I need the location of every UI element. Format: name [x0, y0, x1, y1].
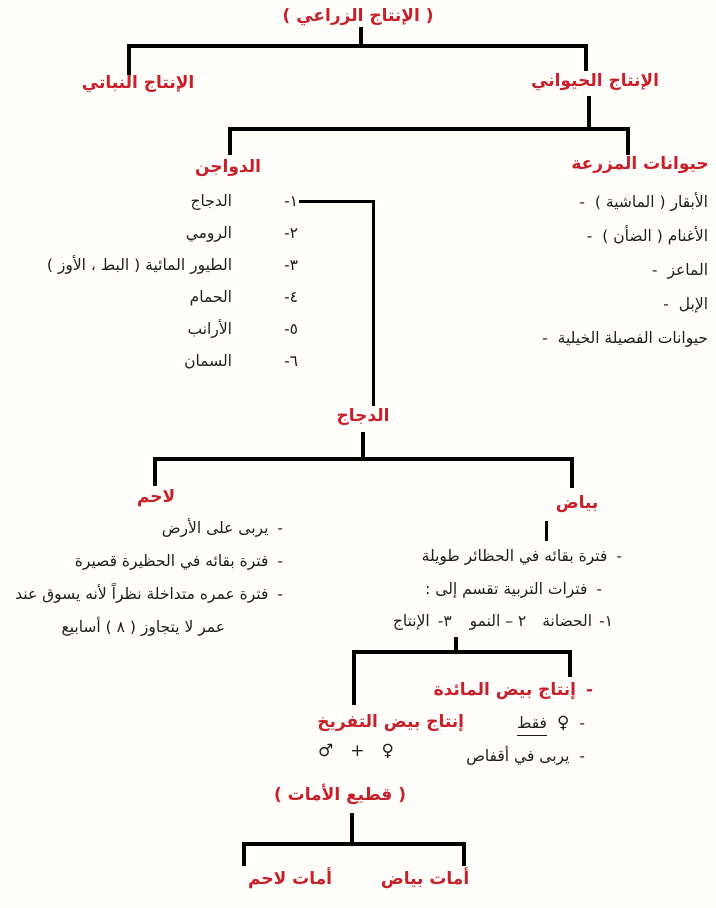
connector-layer-tick — [545, 521, 548, 541]
connector-mother-left-drop — [242, 842, 246, 866]
connector-chicken-bar — [153, 457, 574, 461]
poultry-item — [47, 287, 298, 308]
layer-header: بياض — [555, 493, 599, 513]
table-eggs-title-row — [434, 679, 593, 701]
farm-animal-item: - الأغنام ( الضأن ) — [586, 227, 708, 245]
dash-bullet: - — [596, 580, 602, 598]
dash-bullet: - — [651, 261, 658, 279]
dash-bullet: - — [663, 295, 669, 313]
table-eggs-title: إنتاج بيض المائدة — [433, 680, 576, 700]
connector-animal-bar — [228, 127, 630, 131]
poultry-item-number: ٤- — [284, 288, 298, 306]
only-label: فقط — [517, 713, 547, 736]
female-icon: ♀ — [381, 741, 394, 761]
broiler-bullet: - يربى على الأرض — [161, 519, 283, 537]
layer-bullet: - فترة بقائه في الحظائر طويلة — [421, 547, 622, 565]
connector-mother-bar — [242, 842, 466, 846]
connector-chicken-stem — [361, 432, 365, 458]
stage-3-label: الإنتاج — [392, 612, 430, 630]
connector-mother-stem — [350, 813, 354, 843]
dash-bullet: - — [586, 227, 593, 245]
farm-animal-item: - الإبل — [663, 295, 708, 313]
plant-production-label: الإنتاج النباتي — [81, 73, 195, 93]
farm-animals-header: حيوانات المزرعة — [571, 154, 709, 174]
layer-bullet: - فترات التربية تقسم إلى : — [425, 580, 602, 598]
broiler-bullet: - فترة بقائه في الحظيرة قصيرة — [74, 552, 283, 570]
broiler-bullet-continuation: عمر لا يتجاوز ( ٨ ) أسابيع — [61, 618, 225, 636]
connector-animal-right-drop — [626, 127, 630, 155]
poultry-item-name: السمان — [184, 352, 232, 370]
chicken-node: الدجاج — [336, 406, 390, 426]
dash-bullet: - — [542, 329, 548, 347]
connector-animal-stem — [587, 96, 591, 128]
connector-table-eggs-drop — [568, 650, 572, 677]
farm-animals-list — [542, 192, 708, 362]
poultry-item-number: ٦- — [284, 352, 298, 370]
poultry-list — [47, 191, 298, 383]
plus-sign: + — [350, 741, 365, 761]
connector-broiler-drop — [153, 457, 157, 486]
connector-layer-drop — [570, 457, 574, 488]
poultry-item-name: الرومي — [185, 224, 232, 242]
farm-animal-item: - حيوانات الفصيلة الخيلية — [542, 329, 708, 347]
animal-production-label: الإنتاج الحيواني — [531, 71, 659, 91]
table-eggs-bullet-female — [517, 713, 585, 736]
dash-bullet: - — [277, 519, 283, 537]
connector-mother-right-drop — [462, 842, 466, 866]
poultry-item-number: ٥- — [284, 320, 298, 338]
poultry-item-name: الحمام — [189, 288, 232, 306]
connector-animal-left-drop — [228, 127, 232, 155]
table-eggs-bullet-cages: - يربى في أقفاص — [466, 747, 585, 765]
dash-bullet: - — [579, 714, 585, 732]
poultry-item-number: ١- — [284, 192, 298, 210]
dash-bullet: - — [579, 193, 585, 211]
layer-bullets — [422, 546, 622, 612]
layer-mothers-label: أمات بياض — [380, 869, 470, 889]
connector-chicken-elbow-v — [372, 200, 375, 406]
dash-bullet: - — [579, 747, 585, 765]
broiler-bullets — [15, 518, 283, 638]
poultry-item — [47, 319, 298, 340]
farm-animal-item: - الأبقار ( الماشية ) — [579, 193, 708, 211]
connector-hatching-drop — [352, 650, 356, 705]
stage-3-number: ٣- — [437, 612, 452, 630]
rearing-stages-row — [393, 611, 613, 632]
hatching-eggs-symbols — [318, 741, 394, 762]
connector-top-bar — [127, 44, 588, 48]
poultry-item — [47, 255, 298, 276]
broiler-bullet: - فترة عمره متداخلة نظراً لأنه يسوق عند — [15, 585, 283, 603]
poultry-item — [47, 223, 298, 244]
poultry-header: الدواجن — [195, 157, 261, 177]
dash-bullet: - — [277, 585, 283, 603]
farm-animal-item: - الماعز — [651, 261, 708, 279]
poultry-item-number: ٢- — [284, 224, 298, 242]
poultry-item — [47, 191, 298, 212]
dash-bullet: - — [277, 552, 283, 570]
connector-top-left-drop — [127, 44, 131, 75]
poultry-item-number: ٣- — [284, 256, 298, 274]
poultry-item — [47, 351, 298, 372]
root-title: ( الإنتاج الزراعي ) — [282, 6, 434, 26]
hatching-eggs-title: إنتاج بيض التفريخ — [317, 712, 464, 732]
connector-top-right-drop — [584, 44, 588, 71]
broiler-header: لاحم — [136, 487, 176, 507]
stage-1-label: الحضانة — [542, 612, 593, 630]
female-icon: ♀ — [556, 713, 570, 733]
dash-bullet: - — [585, 680, 593, 700]
connector-chicken-elbow-h — [299, 200, 375, 203]
mother-flock-title: ( قطيع الأمات ) — [273, 785, 406, 805]
stage-2-label: ٢ – النمو — [469, 612, 527, 630]
poultry-item-name: الطيور المائية ( البط ، الأوز ) — [46, 256, 232, 274]
male-icon: ♂ — [318, 741, 334, 761]
stage-1-number: ١- — [599, 612, 613, 630]
connector-eggs-bar — [352, 650, 572, 654]
poultry-item-name: الدجاج — [190, 192, 232, 210]
broiler-mothers-label: أمات لاحم — [248, 869, 332, 889]
poultry-item-name: الأرانب — [187, 320, 232, 338]
dash-bullet: - — [616, 547, 622, 565]
